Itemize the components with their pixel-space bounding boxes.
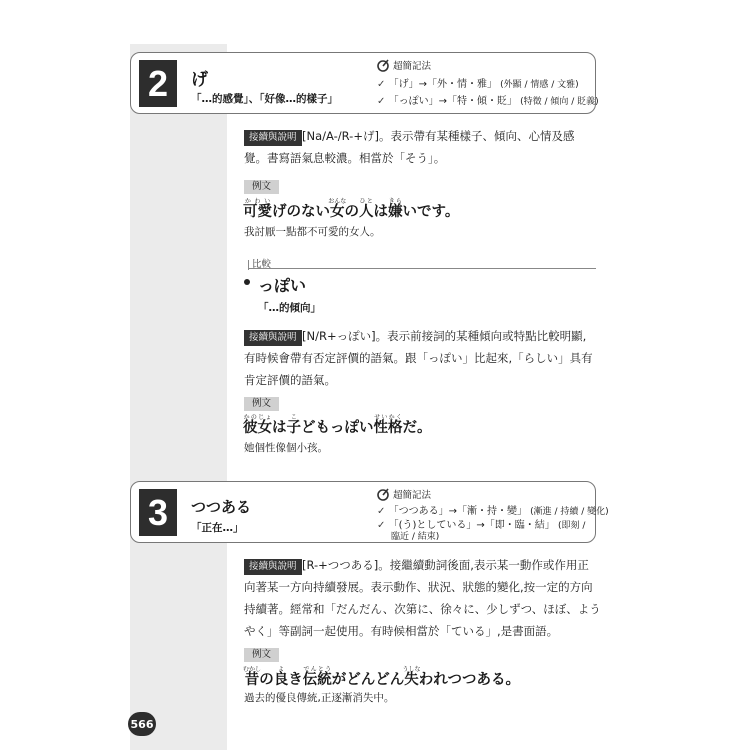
sentence-fragment: われつつある。 [418, 672, 520, 688]
furigana-word: 人ひと [359, 198, 374, 220]
memo-note: (即刻 / [557, 521, 586, 531]
usage-label: 接續與說明 [244, 330, 302, 346]
check-icon: ✓ [377, 96, 386, 107]
page-number: 566 [128, 712, 156, 736]
furigana-word: 失うしな [402, 666, 421, 688]
furigana-word: 可愛かわい [243, 198, 272, 220]
example-translation: 她個性像個小孩。 [244, 442, 328, 454]
section-number-3: 3 [139, 489, 177, 536]
bullet-icon [244, 279, 250, 285]
sentence-fragment: がどんどん [331, 672, 405, 688]
example-label: 例文 [244, 397, 279, 411]
usage-label: 接續與說明 [244, 130, 302, 146]
memo-line [377, 92, 599, 107]
sentence-fragment: だ。 [402, 420, 432, 436]
example-sentence [243, 666, 520, 689]
grammar-header-box-3 [130, 481, 609, 543]
usage-line: 持續著。經常和「だんだん、次第に、徐々に、少しずつ、ほぼ、よう [244, 602, 601, 616]
example-translation: 過去的優良傳統,正逐漸消失中。 [244, 692, 395, 704]
furigana-word: 良よ [273, 666, 289, 688]
memo-text: 「つつある」→「漸・持・變」 [388, 506, 527, 517]
memo-note: (漸進 / 持續 / 變化) [530, 507, 609, 517]
memo-note: (外顯 / 情感 / 文雅) [500, 80, 579, 90]
example-sentence [243, 414, 432, 437]
grammar-subtitle-2: 「…的感覺」、「好像…的樣子」 [191, 93, 338, 105]
furigana-word: 彼女かのじょ [243, 414, 272, 436]
memo-icon [377, 59, 390, 72]
check-icon: ✓ [377, 79, 386, 90]
example-label: 例文 [244, 648, 279, 662]
section-number-2: 2 [139, 60, 177, 107]
memo-note: (特徵 / 傾向 / 貶義) [520, 97, 599, 107]
usage-text [244, 554, 606, 642]
compare-title: っぽい [258, 276, 307, 295]
usage-text [244, 325, 606, 391]
example-translation: 我討厭一點都不可愛的女人。 [244, 226, 381, 238]
memo-icon [377, 488, 390, 501]
sentence-fragment: き [288, 672, 303, 688]
memo-text: 「(う)としている」→「即・臨・結」 [388, 520, 555, 531]
grammar-title-3: つつある [191, 498, 252, 516]
example-label: 例文 [244, 180, 279, 194]
memo-text: 「げ」→「外・情・雅」 [388, 79, 497, 90]
usage-line: 肯定評價的語氣。 [244, 373, 336, 387]
sentence-fragment: の [259, 672, 274, 688]
usage-text [244, 125, 604, 169]
check-icon: ✓ [377, 520, 386, 531]
example-sentence [243, 198, 459, 221]
grammar-title-2: げ [191, 70, 208, 90]
memo-line [377, 75, 579, 90]
usage-line: [Na/A-/R-+げ]。表示帶有某種樣子、傾向、心情及感 [302, 129, 575, 143]
sentence-fragment: どもっぽい [301, 420, 374, 436]
compare-subtitle: 「…的傾向」 [258, 302, 321, 314]
memo-line [377, 502, 609, 517]
furigana-word: 伝統でんとう [302, 666, 332, 688]
compare-label: 比較 [252, 259, 272, 270]
usage-line: 有時候會帶有否定評價的語氣。跟「っぽい」比起來,「らしい」具有 [244, 351, 593, 365]
furigana-word: 性格せいかく [373, 414, 403, 436]
check-icon: ✓ [377, 506, 386, 517]
furigana-word: 嫌きら [388, 198, 403, 220]
sentence-fragment: いです。 [402, 204, 460, 220]
usage-line: [N/R+っぽい]。表示前接詞的某種傾向或特點比較明顯, [302, 329, 587, 343]
furigana-word: 女おんな [328, 198, 347, 220]
memo-heading-text: 超簡記法 [393, 61, 432, 72]
memo-heading-2 [377, 58, 431, 72]
usage-line: 向著某一方向持續發展。表示動作、狀況、狀態的變化,按一定的方向 [244, 580, 593, 594]
sentence-fragment: は [272, 420, 287, 436]
sentence-fragment: は [373, 204, 388, 220]
grammar-header-box-2 [130, 52, 599, 114]
gray-sidebar-column [130, 44, 227, 750]
memo-text: 「っぽい」→「特・傾・貶」 [388, 96, 517, 107]
usage-line: [R-+つつある]。接繼續動詞後面,表示某一動作或作用正 [302, 558, 589, 572]
furigana-word: 昔むかし [243, 666, 262, 688]
memo-line [391, 529, 439, 542]
memo-note: 臨近 / 結束) [391, 532, 440, 542]
memo-heading-3 [377, 487, 431, 501]
usage-line: やく」等副詞一起使用。有時候相當於「ている」,是書面語。 [244, 624, 559, 638]
sentence-fragment: げのない [272, 204, 330, 220]
usage-line: 覺。書寫語氣息較濃。相當於「そう」。 [244, 151, 446, 165]
compare-divider [248, 268, 596, 269]
memo-heading-text: 超簡記法 [393, 490, 432, 501]
grammar-subtitle-3: 「正在…」 [191, 522, 244, 534]
furigana-word: 子こ [286, 414, 301, 436]
usage-label: 接續與說明 [244, 559, 302, 575]
sentence-fragment: の [344, 204, 359, 220]
